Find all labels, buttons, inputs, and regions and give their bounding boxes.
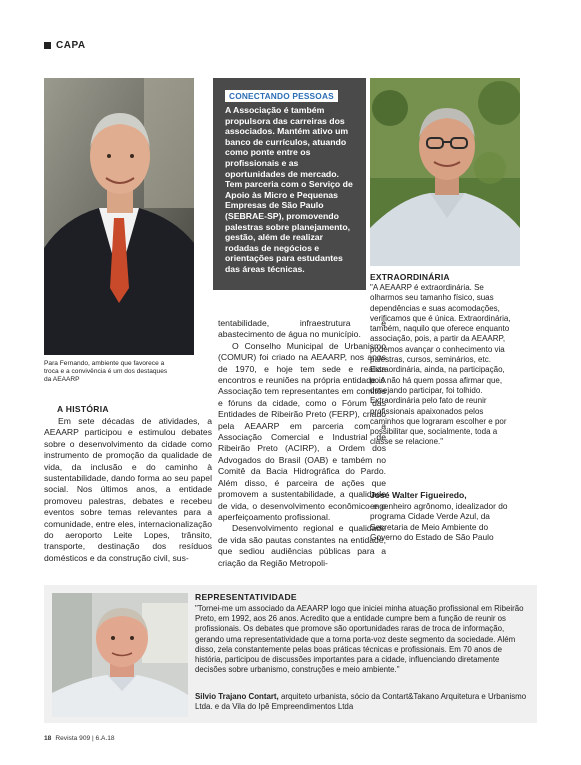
- photo-fernando: [44, 78, 194, 355]
- photo-jose-walter: [370, 78, 520, 266]
- section-tag: [44, 40, 86, 51]
- historia-paragraph: O Conselho Municipal de Urbanismo (COMUR) foi criado na AEAARP, nos anos de 1970, e hoje tem sede e realiza encontros e reuniões na própria entidade. A Associação tem representantes em comitês e fóruns da cidade, como o Fórum das Entidades de Ribeirão Preto (FERP), criado pela AEAARP em parceria com a Associação Comercial e Industrial de Ribeirão Preto (ACIRP), a Ordem dos Advogados do Brasil (OAB) e também no Comitê da Bacia Hidrográfica do Pardo. Além disso, é parceira de ações que promovem a sustentabilidade, a qualidade de vida, o desenvolvimento econômico e o aperfeiçoamento profissional.: [218, 340, 386, 522]
- representatividade-role: arquiteto urbanista, sócio da Contart&Takano Arquitetura e Urbanismo Ltda. e da Vila do Ipê Empreendimentos Ltda: [195, 692, 527, 712]
- representatividade-quote: "Tornei-me um associado da AEAARP logo que iniciei minha atuação profissional em Ribeirão Preto, em 1992, aos 26 anos. Acredito que a entidade cumpre bem a função de reunir os profissionais. Os debates que promove são oportunidades raras de troca de informação, gerando uma representatividade que a torna porta-voz deste segmento da sociedade. Além disso, zela constantemente pelas boas práticas técnicas e profissionais. Em 70 anos de história, participou de discussões importantes para a cidade, influenciando diretamente decisões sobre urbanismo, construções e meio ambiente.": [195, 604, 524, 675]
- conectando-text: A Associação é também propulsora das carreiras dos associados. Mantém ativo um banco de currículos, atuando como ponte entre os profissionais e as oportunidades de mercado. Tem parceria com o Serviço de Apoio às Micro e Pequenas Empresas de São Paulo (SEBRAE-SP), promovendo palestras sobre planejamento, gestão, além de realizar rodadas de negócios e orientações para estudantes das áreas técnicas.: [225, 105, 353, 274]
- section-label: CAPA: [56, 40, 86, 51]
- extraordinaria-title: EXTRAORDINÁRIA: [370, 272, 450, 282]
- extraordinaria-quote: "A AEAARP é extraordinária. Se olharmos seu tamanho físico, suas dependências e suas acomodações, verificamos que é única. Extraordinária, também, naquilo que oferece enquanto associação, pois, a partir da AEAARP, podemos avançar o conhecimento via palestras, cursos, seminários, etc. Extraordinária, ainda, na participação, pois não há quem possa afirmar que, desejando participar, foi tolhido. Extraordinária pelo fato de reunir profissionais apaixonados pelos caminhos que lograram escolher e por possibilitar que, socialmente, toda a classe se relacione.": [370, 283, 511, 447]
- photo-caption: Para Fernando, ambiente que favorece a troca e a convivência é um dos destaques da AEAARP: [44, 360, 168, 383]
- publication-info: Revista 909 | 6.A.18: [55, 735, 115, 742]
- historia-column-2: [218, 318, 386, 569]
- conectando-title: CONECTANDO PESSOAS: [225, 90, 338, 102]
- historia-paragraph: Em sete décadas de atividades, a AEAARP participou e estimulou debates sobre o desenvolvimento da cidade como instrumento de promoção da qualidade de vida, da inclusão e do caminho à sustentabilidade, dando forma ao seu papel social. Nos últimos anos, a entidade promoveu palestras, debates e recebeu eventos sobre temas relevantes para a comunidade, entre eles, internacionalização do aeroporto Leite Lopes, trânsito, transporte, destinação dos resíduos domésticos e da construção civil, sus-: [44, 416, 212, 563]
- historia-paragraph: tentabilidade, infraestrutura e abastecimento de água no município.: [218, 318, 386, 340]
- extraordinaria-name: José Walter Figueiredo,: [370, 490, 467, 500]
- page-footer: [44, 735, 115, 742]
- representatividade-name: Silvio Trajano Contart,: [195, 692, 279, 701]
- representatividade-attribution: [195, 692, 531, 712]
- page-number: 18: [44, 735, 52, 742]
- photo-silvio: [52, 593, 188, 717]
- historia-paragraph: Desenvolvimento regional e qualidade de vida são pautas constantes na entidade, que sediou audiências públicas para a criação da Região Metropoli-: [218, 523, 386, 568]
- section-square-icon: [44, 42, 51, 49]
- historia-title: A HISTÓRIA: [57, 404, 109, 414]
- extraordinaria-attribution: [370, 490, 520, 543]
- conectando-box: [213, 78, 366, 290]
- representatividade-title: REPRESENTATIVIDADE: [195, 592, 297, 602]
- historia-column-1: [44, 416, 212, 564]
- extraordinaria-role: engenheiro agrônomo, idealizador do programa Cidade Verde Azul, da Secretaria de Meio Ambiente do Governo do Estado de São Paulo: [370, 500, 508, 543]
